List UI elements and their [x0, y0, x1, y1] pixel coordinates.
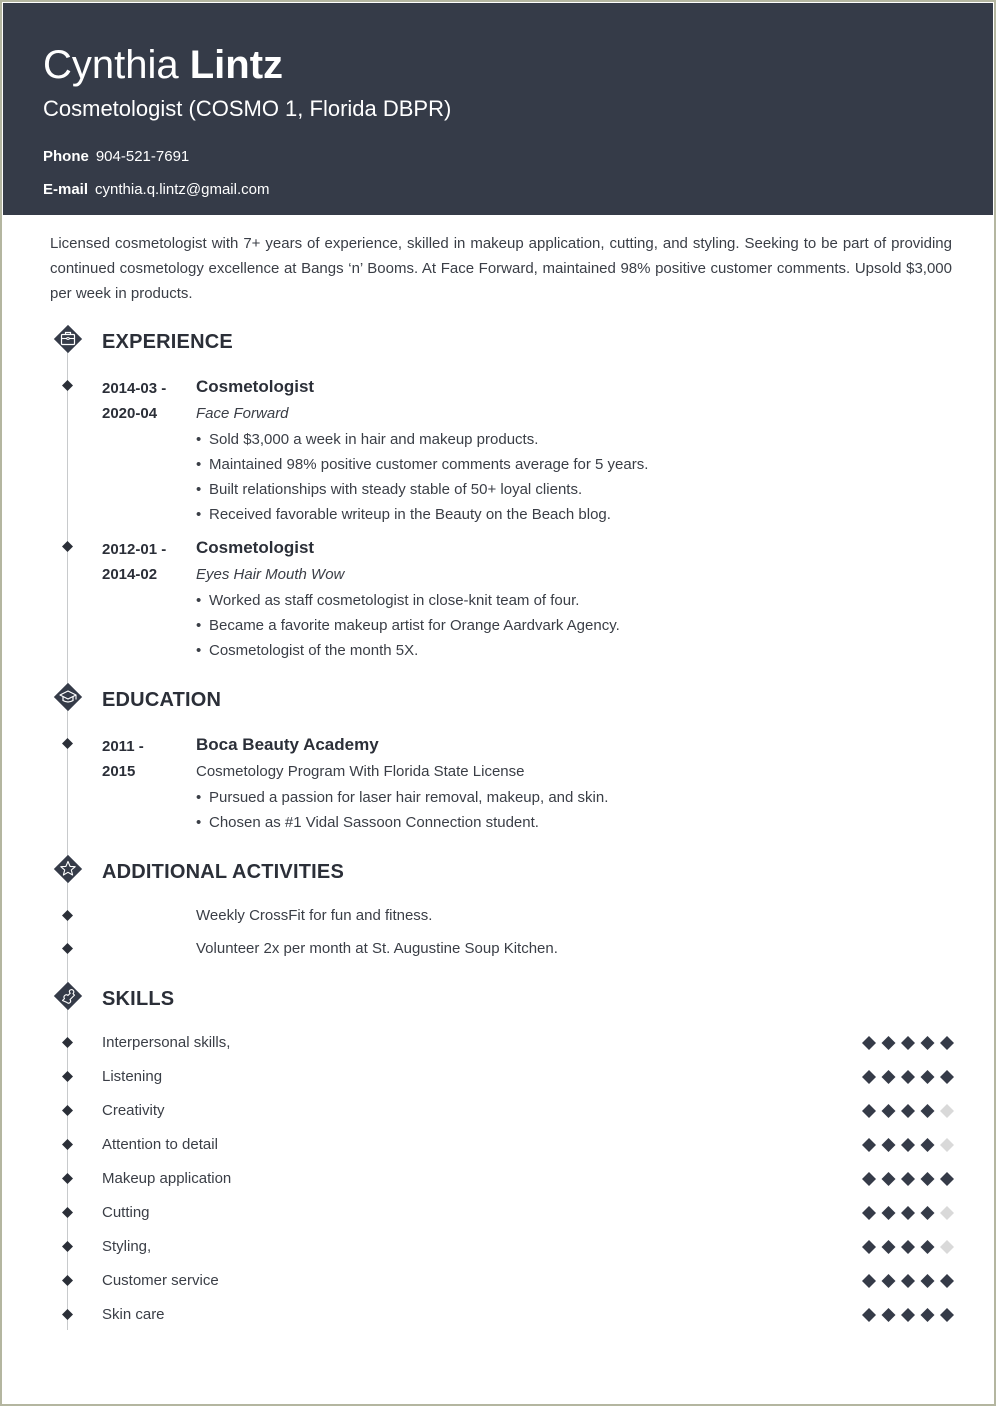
skill-name: Cutting [102, 1204, 150, 1221]
timeline-dot [62, 1071, 73, 1082]
rating-diamond-filled [901, 1274, 915, 1288]
rating-diamond-filled [862, 1308, 876, 1322]
rating-diamond-filled [862, 1274, 876, 1288]
rating-diamond-filled [940, 1274, 954, 1288]
timeline-dot [62, 943, 73, 954]
first-name: Cynthia [43, 43, 179, 87]
activity-item: Weekly CrossFit for fun and fitness. [196, 907, 433, 924]
last-name: Lintz [189, 43, 284, 87]
rating-diamond-filled [862, 1070, 876, 1084]
rating-diamond-filled [901, 1138, 915, 1152]
email-value: cynthia.q.lintz@gmail.com [95, 181, 270, 198]
contact-email [43, 180, 269, 200]
graduation-cap-icon [51, 680, 85, 714]
rating-diamond-filled [921, 1308, 935, 1322]
rating-diamond-filled [882, 1206, 896, 1220]
timeline-dot [62, 1241, 73, 1252]
resume-header [3, 3, 993, 215]
education-bullet: • Chosen as #1 Vidal Sassoon Connection student. [196, 810, 608, 835]
rating-diamond-filled [901, 1308, 915, 1322]
skill-name: Interpersonal skills, [102, 1034, 231, 1051]
job-date-range [102, 376, 166, 426]
rating-diamond-filled [921, 1036, 935, 1050]
rating-diamond-filled [862, 1104, 876, 1118]
rating-diamond-filled [882, 1308, 896, 1322]
skill-rating [862, 1172, 954, 1186]
job-bullet: • Became a favorite makeup artist for Orange Aardvark Agency. [196, 613, 620, 638]
timeline-dot [62, 1173, 73, 1184]
job-title: Cosmetologist (COSMO 1, Florida DBPR) [43, 96, 452, 121]
skill-rating [862, 1206, 954, 1220]
skill-rating [862, 1036, 954, 1050]
education-program: Cosmetology Program With Florida State License [196, 763, 525, 780]
job-bullets [196, 427, 648, 527]
education-date-end: 2015 [102, 763, 136, 780]
rating-diamond-filled [921, 1240, 935, 1254]
rating-diamond-empty [940, 1138, 954, 1152]
skill-rating [862, 1274, 954, 1288]
skill-name: Styling, [102, 1238, 152, 1255]
job-bullet: • Sold $3,000 a week in hair and makeup products. [196, 427, 648, 452]
skill-name: Makeup application [102, 1170, 232, 1187]
job-date-end: 2020-04 [102, 405, 158, 422]
rating-diamond-filled [862, 1036, 876, 1050]
job-date-end: 2014-02 [102, 566, 158, 583]
rating-diamond-filled [921, 1206, 935, 1220]
education-heading: EDUCATION [102, 689, 222, 711]
skill-name: Attention to detail [102, 1136, 218, 1153]
timeline-dot [62, 1309, 73, 1320]
phone-value: 904-521-7691 [95, 148, 190, 165]
skill-name: Creativity [102, 1102, 165, 1119]
rating-diamond-filled [882, 1104, 896, 1118]
skill-rating [862, 1070, 954, 1084]
rating-diamond-filled [901, 1070, 915, 1084]
job-bullet: • Built relationships with steady stable of 50+ loyal clients. [196, 477, 648, 502]
rating-diamond-filled [921, 1274, 935, 1288]
job-date-range [102, 537, 166, 587]
rating-diamond-filled [940, 1070, 954, 1084]
rating-diamond-filled [862, 1240, 876, 1254]
rating-diamond-filled [901, 1206, 915, 1220]
rating-diamond-filled [882, 1070, 896, 1084]
rating-diamond-filled [901, 1036, 915, 1050]
activity-item: Volunteer 2x per month at St. Augustine Soup Kitchen. [196, 940, 558, 957]
skill-rating [862, 1104, 954, 1118]
school-name: Boca Beauty Academy [196, 735, 379, 754]
summary-paragraph: Licensed cosmetologist with 7+ years of experience, skilled in makeup application, cutting, and styling. Seeking to be part of providing continued cosmetology excellence at Bangs ‘n’ Booms. At Face Forward, maintained 98% positive customer comments. Upsold $3,000 per week in products. [50, 235, 952, 302]
rating-diamond-filled [940, 1036, 954, 1050]
education-bullets [196, 785, 608, 835]
education-bullet: • Pursued a passion for laser hair removal, makeup, and skin. [196, 785, 608, 810]
rating-diamond-filled [901, 1104, 915, 1118]
skill-name: Customer service [102, 1272, 219, 1289]
phone-label: Phone [43, 148, 89, 165]
job-bullet: • Received favorable writeup in the Beauty on the Beach blog. [196, 502, 648, 527]
rating-diamond-filled [882, 1240, 896, 1254]
rating-diamond-filled [921, 1138, 935, 1152]
star-icon [51, 852, 85, 886]
timeline-dot [62, 1037, 73, 1048]
job-date-start: 2012-01 - [102, 541, 167, 558]
skill-rating [862, 1138, 954, 1152]
activities-heading: ADDITIONAL ACTIVITIES [102, 861, 344, 883]
rating-diamond-filled [882, 1138, 896, 1152]
rating-diamond-filled [901, 1240, 915, 1254]
briefcase-icon [51, 322, 85, 356]
skills-heading: SKILLS [102, 988, 175, 1010]
rating-diamond-filled [921, 1070, 935, 1084]
timeline-dot [62, 1139, 73, 1150]
rating-diamond-filled [862, 1206, 876, 1220]
job-bullet: • Worked as staff cosmetologist in close-knit team of four. [196, 588, 620, 613]
timeline-dot [62, 910, 73, 921]
timeline-dot [62, 380, 73, 391]
rating-diamond-filled [940, 1172, 954, 1186]
rating-diamond-empty [940, 1206, 954, 1220]
timeline-dot [62, 1207, 73, 1218]
skill-rating [862, 1308, 954, 1322]
job-bullets [196, 588, 620, 663]
rating-diamond-filled [862, 1172, 876, 1186]
experience-heading: EXPERIENCE [102, 331, 233, 353]
rating-diamond-filled [882, 1172, 896, 1186]
job-role: Cosmetologist [196, 538, 315, 557]
skill-name: Skin care [102, 1306, 165, 1323]
rating-diamond-filled [901, 1172, 915, 1186]
job-role: Cosmetologist [196, 377, 315, 396]
job-company: Face Forward [196, 405, 289, 422]
job-company: Eyes Hair Mouth Wow [196, 566, 345, 583]
education-date-start: 2011 - [102, 738, 144, 755]
rating-diamond-filled [882, 1036, 896, 1050]
rating-diamond-filled [862, 1138, 876, 1152]
rating-diamond-filled [882, 1274, 896, 1288]
timeline-dot [62, 1275, 73, 1286]
rating-diamond-empty [940, 1240, 954, 1254]
rating-diamond-filled [921, 1104, 935, 1118]
skill-rating [862, 1240, 954, 1254]
rating-diamond-filled [921, 1172, 935, 1186]
timeline-dot [62, 1105, 73, 1116]
job-bullet: • Maintained 98% positive customer comments average for 5 years. [196, 452, 648, 477]
rating-diamond-filled [940, 1308, 954, 1322]
skill-name: Listening [102, 1068, 163, 1085]
email-label: E-mail [43, 181, 89, 198]
contact-phone [43, 147, 189, 167]
job-date-start: 2014-03 - [102, 380, 167, 397]
job-bullet: • Cosmetologist of the month 5X. [196, 638, 620, 663]
timeline-dot [62, 541, 73, 552]
education-date-range [102, 734, 144, 784]
rating-diamond-empty [940, 1104, 954, 1118]
timeline-dot [62, 738, 73, 749]
puzzle-icon [51, 979, 85, 1013]
candidate-name [43, 41, 283, 89]
